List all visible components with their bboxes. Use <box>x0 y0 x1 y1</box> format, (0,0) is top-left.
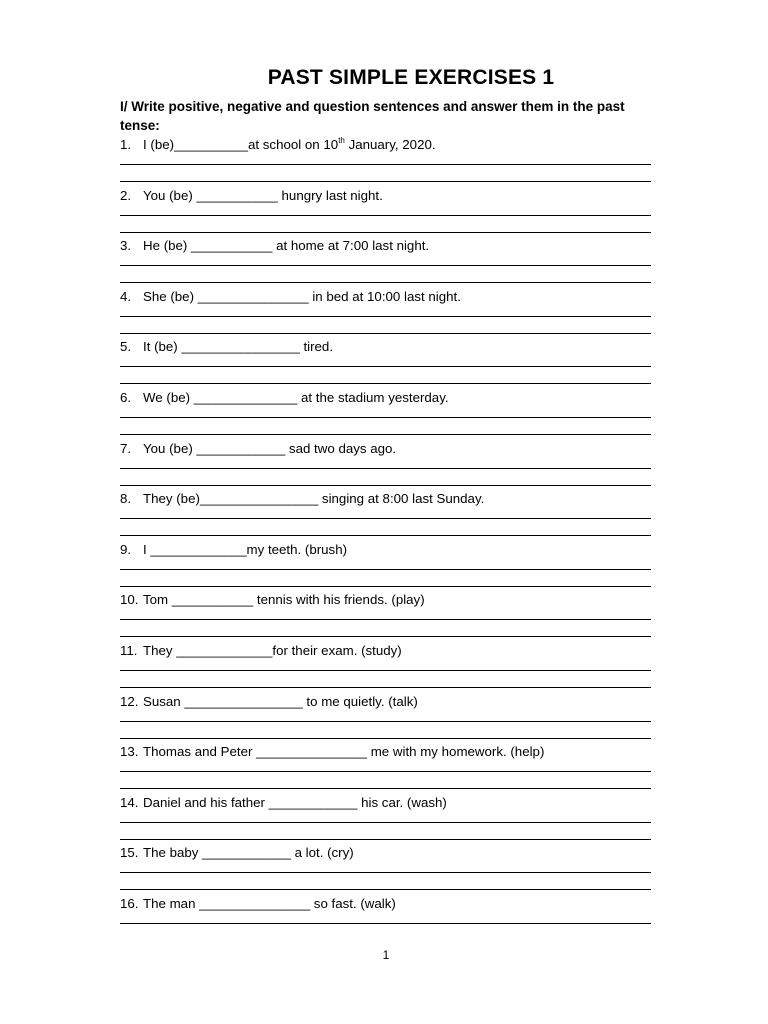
writing-line[interactable] <box>120 468 651 469</box>
exercise-number: 14. <box>120 794 139 810</box>
writing-line[interactable] <box>120 822 651 823</box>
writing-line[interactable] <box>120 923 651 924</box>
exercise-number: 10. <box>120 592 139 608</box>
exercise-prompt-start: I (be) <box>143 137 175 152</box>
writing-line[interactable] <box>120 872 651 873</box>
exercise-number: 8. <box>120 491 132 507</box>
writing-line[interactable] <box>120 265 651 266</box>
answer-blank[interactable]: _______________ <box>197 288 309 304</box>
exercise-item <box>120 441 652 492</box>
writing-line[interactable] <box>120 738 651 739</box>
writing-line[interactable] <box>120 518 651 519</box>
exercise-question <box>120 845 652 861</box>
answer-blank[interactable]: _____________ <box>150 541 247 557</box>
answer-blank[interactable]: _______________ <box>199 895 311 911</box>
writing-line[interactable] <box>120 670 651 671</box>
exercise-list <box>120 137 652 947</box>
writing-line[interactable] <box>120 417 651 418</box>
exercise-item <box>120 896 652 947</box>
exercise-prompt-start: We (be) <box>143 389 194 405</box>
writing-line[interactable] <box>120 839 651 840</box>
exercise-prompt-start: Tom <box>143 592 172 608</box>
answer-blank[interactable]: ________________ <box>181 339 300 355</box>
writing-line[interactable] <box>120 569 651 570</box>
exercise-prompt-end: my teeth. (brush) <box>246 541 348 557</box>
writing-line[interactable] <box>120 164 651 165</box>
exercise-prompt-start: He (be) <box>143 238 192 254</box>
exercise-number: 4. <box>120 288 132 304</box>
exercise-item <box>120 491 652 542</box>
exercise-item <box>120 694 652 745</box>
answer-blank[interactable]: ____________ <box>196 440 286 456</box>
exercise-question <box>120 238 652 254</box>
answer-blank[interactable]: ____________ <box>202 845 291 861</box>
writing-line[interactable] <box>120 333 651 334</box>
answer-blank[interactable]: ___________ <box>196 187 278 203</box>
exercise-number: 15. <box>120 845 139 861</box>
writing-line[interactable] <box>120 434 651 435</box>
exercise-question <box>120 592 652 608</box>
instruction-text: I/ Write positive, negative and question sentences and answer them in the past tense: <box>120 99 625 133</box>
exercise-item <box>120 188 652 239</box>
exercise-prompt-start: She (be) <box>143 288 198 304</box>
answer-blank[interactable]: ________________ <box>199 491 319 507</box>
writing-line[interactable] <box>120 383 651 384</box>
exercise-item <box>120 238 652 289</box>
exercise-item <box>120 845 652 896</box>
exercise-question <box>120 188 652 204</box>
writing-line[interactable] <box>120 282 651 283</box>
exercise-item <box>120 339 652 390</box>
writing-line[interactable] <box>120 636 651 637</box>
writing-line[interactable] <box>120 687 651 688</box>
exercise-number: 13. <box>120 744 139 760</box>
exercise-prompt-end: me with my homework. (help) <box>367 744 545 760</box>
exercise-number: 12. <box>120 693 139 709</box>
exercise-number: 1. <box>120 137 132 152</box>
exercise-prompt-start: The baby <box>143 845 203 861</box>
exercise-prompt-end: at home at 7:00 last night. <box>272 238 430 254</box>
answer-blank[interactable]: ________________ <box>184 693 303 709</box>
exercise-question <box>120 491 652 507</box>
exercise-question <box>120 289 652 305</box>
writing-line[interactable] <box>120 889 651 890</box>
writing-line[interactable] <box>120 619 651 620</box>
exercise-question <box>120 339 652 355</box>
page-number: 1 <box>382 948 390 962</box>
exercise-number: 5. <box>120 339 132 355</box>
exercise-prompt-end: so fast. (walk) <box>310 895 396 911</box>
exercise-prompt-end: his car. (wash) <box>357 794 447 810</box>
writing-line[interactable] <box>120 586 651 587</box>
writing-line[interactable] <box>120 215 651 216</box>
ordinal-suffix: th <box>338 136 345 145</box>
answer-blank[interactable]: ______________ <box>193 389 298 405</box>
page-title: PAST SIMPLE EXERCISES 1 <box>267 66 555 89</box>
writing-line[interactable] <box>120 535 651 536</box>
answer-blank[interactable]: ____________ <box>268 794 358 810</box>
exercise-prompt-end: for their exam. (study) <box>272 642 402 658</box>
exercise-prompt-end: tired. <box>299 339 334 355</box>
exercise-item <box>120 137 652 188</box>
writing-line[interactable] <box>120 788 651 789</box>
exercise-question <box>120 390 652 406</box>
exercise-question <box>120 441 652 457</box>
exercise-question <box>120 795 652 811</box>
exercise-number: 6. <box>120 389 132 405</box>
writing-line[interactable] <box>120 181 651 182</box>
exercise-prompt-end: January, 2020. <box>344 137 436 152</box>
exercise-prompt-start: They (be) <box>143 491 200 507</box>
writing-line[interactable] <box>120 316 651 317</box>
answer-blank[interactable]: _______________ <box>256 744 368 760</box>
exercise-item <box>120 643 652 694</box>
exercise-prompt-end: in bed at 10:00 last night. <box>308 288 461 304</box>
exercise-prompt-start: You (be) <box>143 440 197 456</box>
exercise-question <box>120 744 652 760</box>
exercise-prompt-start: Susan <box>143 693 185 709</box>
exercise-prompt-start: They <box>143 642 177 658</box>
exercise-prompt-end: tennis with his friends. (play) <box>253 592 425 608</box>
exercise-prompt-end: at school on 10 <box>248 137 339 152</box>
exercise-question <box>120 643 652 659</box>
exercise-prompt-end: at the stadium yesterday. <box>297 389 449 405</box>
exercise-item <box>120 795 652 846</box>
writing-line[interactable] <box>120 232 651 233</box>
exercise-prompt-end: hungry last night. <box>277 187 383 203</box>
writing-line[interactable] <box>120 366 651 367</box>
exercise-prompt-start: You (be) <box>143 187 197 203</box>
exercise-item <box>120 289 652 340</box>
exercise-question <box>120 137 652 153</box>
answer-blank[interactable]: __________ <box>174 137 248 152</box>
exercise-prompt-start: Thomas and Peter <box>143 744 257 760</box>
writing-line[interactable] <box>120 721 651 722</box>
exercise-number: 2. <box>120 187 132 203</box>
exercise-prompt-start: It (be) <box>143 339 182 355</box>
exercise-question <box>120 542 652 558</box>
exercise-number: 16. <box>120 895 139 911</box>
exercise-question <box>120 694 652 710</box>
answer-blank[interactable]: ___________ <box>171 592 254 608</box>
exercise-prompt-start: The man <box>143 895 200 911</box>
exercise-prompt-start: I <box>143 541 151 557</box>
answer-blank[interactable]: ___________ <box>191 238 273 254</box>
exercise-number: 7. <box>120 440 132 456</box>
exercise-number: 11. <box>120 642 138 658</box>
exercise-prompt-start: Daniel and his father <box>143 794 269 810</box>
exercise-number: 9. <box>120 541 132 557</box>
exercise-item <box>120 390 652 441</box>
exercise-item <box>120 744 652 795</box>
exercise-prompt-end: to me quietly. (talk) <box>302 693 418 709</box>
exercise-item <box>120 542 652 593</box>
writing-line[interactable] <box>120 485 651 486</box>
exercise-prompt-end: singing at 8:00 last Sunday. <box>318 491 485 507</box>
exercise-item <box>120 592 652 643</box>
writing-line[interactable] <box>120 771 651 772</box>
exercise-question <box>120 896 652 912</box>
exercise-prompt-end: a lot. (cry) <box>290 845 354 861</box>
exercise-prompt-end: sad two days ago. <box>285 440 397 456</box>
exercise-number: 3. <box>120 238 132 254</box>
answer-blank[interactable]: _____________ <box>176 642 273 658</box>
